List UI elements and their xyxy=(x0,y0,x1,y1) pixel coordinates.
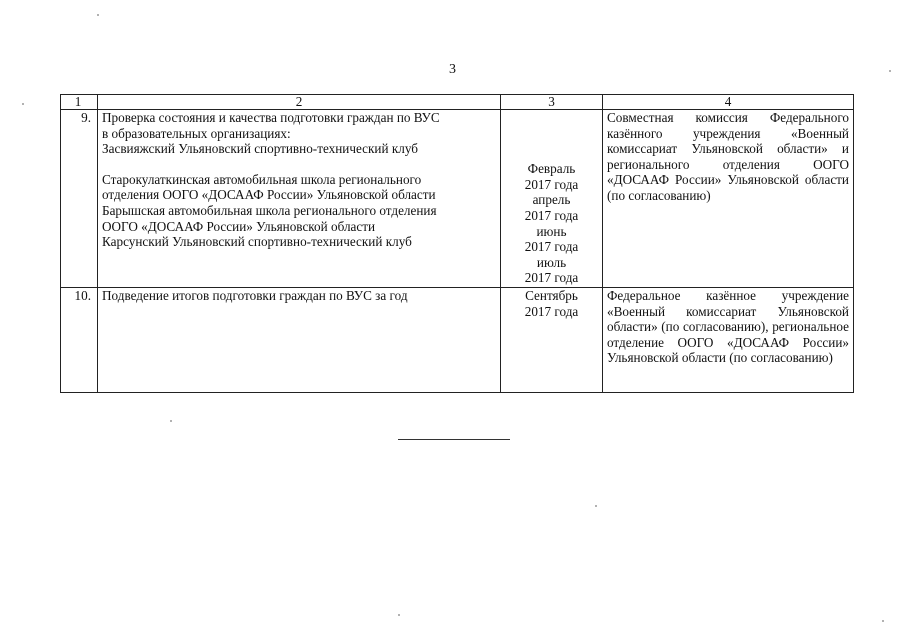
description-line: Проверка состояния и качества подготовки граждан по ВУС xyxy=(102,110,440,125)
date-line: 2017 года xyxy=(524,176,579,192)
date-line: 2017 года xyxy=(524,270,579,286)
date-line: апрель xyxy=(532,192,571,208)
header-col-3: 3 xyxy=(501,95,603,110)
plan-table xyxy=(60,94,854,393)
scan-speck xyxy=(97,14,99,16)
row-number: 9. xyxy=(61,110,98,288)
page-number: 3 xyxy=(449,62,456,77)
end-rule xyxy=(398,439,510,440)
date-line: Сентябрь xyxy=(525,288,578,303)
scan-speck xyxy=(398,614,400,616)
description-line: отделения ООГО «ДОСААФ России» Ульяновской области xyxy=(102,187,436,203)
table-row xyxy=(61,110,854,288)
row-description xyxy=(98,110,501,288)
row-dates xyxy=(501,288,603,393)
description-line: Карсунский Ульяновский спортивно-технический клуб xyxy=(102,234,412,250)
header-col-2: 2 xyxy=(98,95,501,110)
row-number: 10. xyxy=(61,288,98,393)
description-line: ООГО «ДОСААФ России» Ульяновской области xyxy=(102,218,376,234)
row-responsible: Совместная комиссия Федерального казённого учреждения «Военный комиссариат Ульяновской области» и регионального отделения ООГО «ДОСААФ России» Ульяновской области (по согласованию) xyxy=(603,110,854,288)
date-line: Февраль xyxy=(527,161,576,177)
table-row xyxy=(61,288,854,393)
row-dates xyxy=(501,110,603,288)
scan-speck xyxy=(170,420,172,422)
description-line: Подведение итогов подготовки граждан по ВУС за год xyxy=(102,288,408,303)
header-col-4: 4 xyxy=(603,95,854,110)
scan-speck xyxy=(595,505,597,507)
date-line: 2017 года xyxy=(524,303,579,319)
date-line: 2017 года xyxy=(524,239,579,255)
date-line: июль xyxy=(536,254,567,270)
scan-speck xyxy=(22,103,24,105)
scan-speck xyxy=(889,70,891,72)
description-line: Засвияжский Ульяновский спортивно-технический клуб xyxy=(102,141,418,157)
description-spacer xyxy=(102,157,496,172)
row-responsible: Федеральное казённое учреждение «Военный комиссариат Ульяновской области» (по согласованию), региональное отделение ООГО «ДОСААФ России» Ульяновской области (по согласованию) xyxy=(603,288,854,393)
date-line: июнь xyxy=(536,223,567,239)
description-line: Барышская автомобильная школа регионального отделения xyxy=(102,202,437,218)
table-header-row xyxy=(61,95,854,110)
date-line: 2017 года xyxy=(524,208,579,224)
description-line: в образовательных организациях: xyxy=(102,125,291,141)
description-line: Старокулаткинская автомобильная школа регионального xyxy=(102,171,422,187)
scan-speck xyxy=(882,620,884,622)
row-description xyxy=(98,288,501,393)
header-col-1: 1 xyxy=(61,95,98,110)
